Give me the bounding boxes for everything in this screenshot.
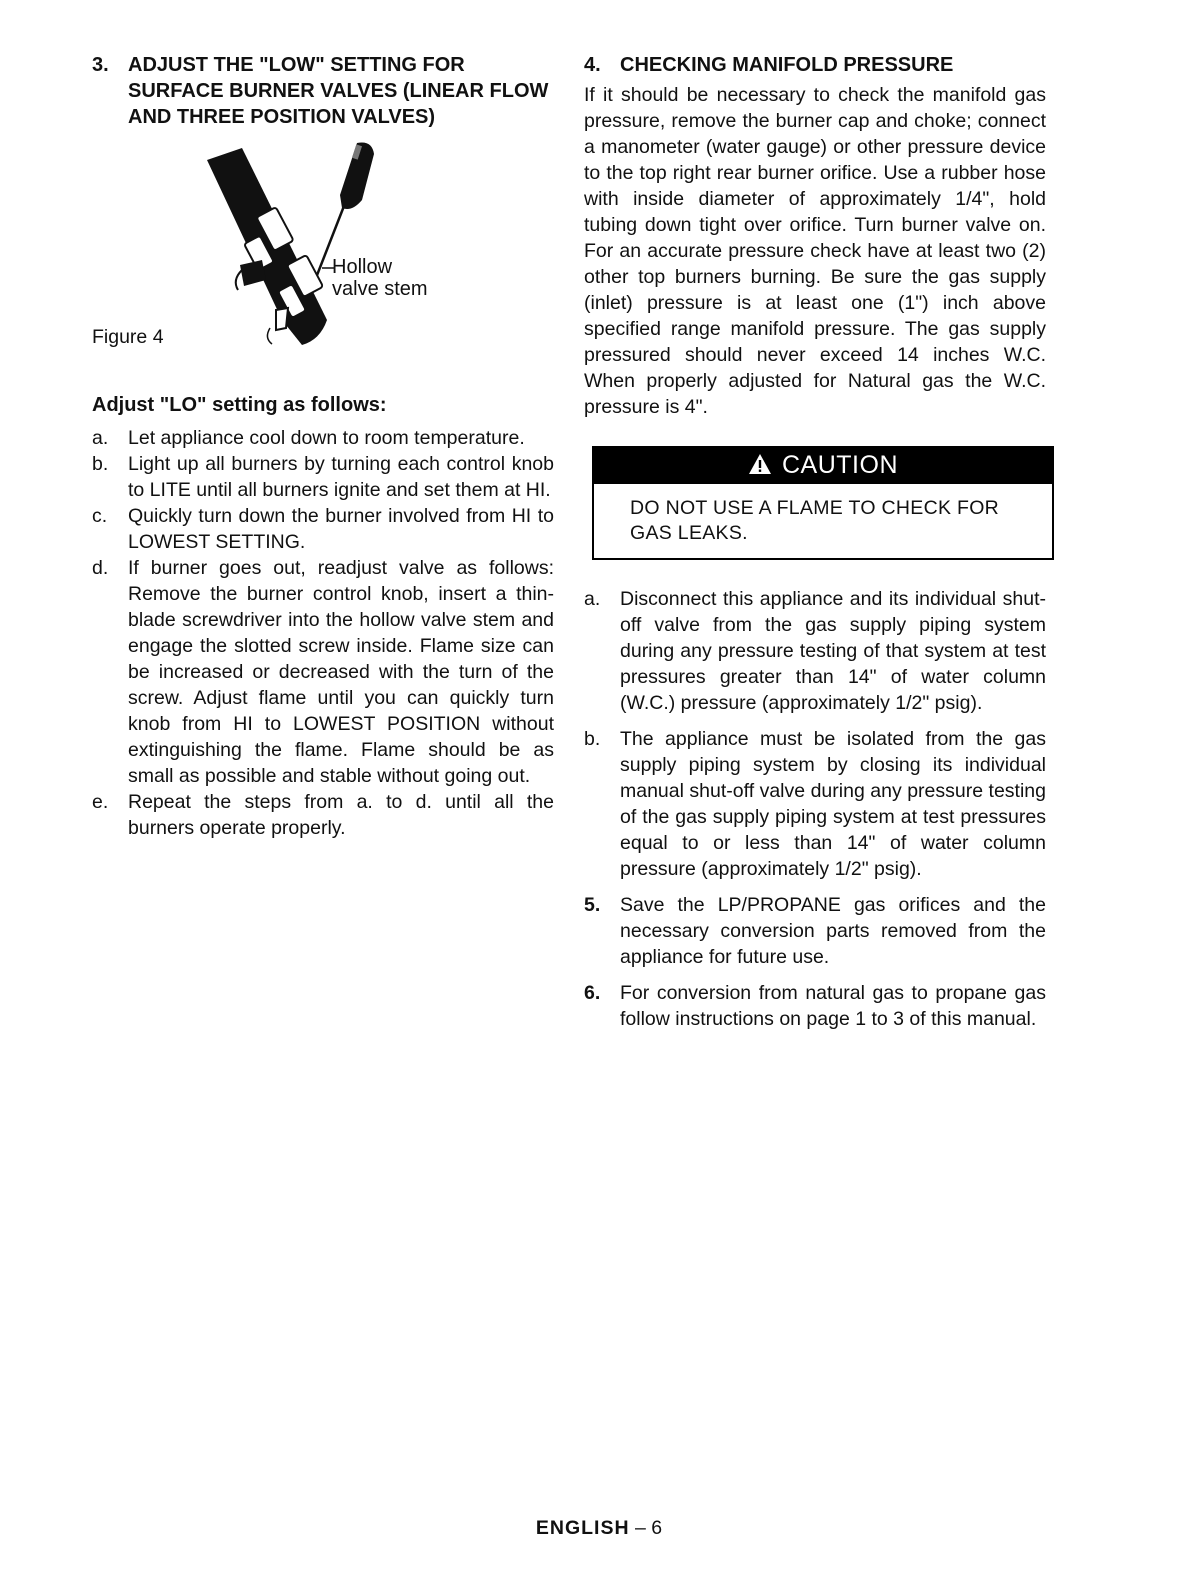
caution-header: [594, 448, 1052, 484]
step-text: Let appliance cool down to room temperature.: [128, 427, 525, 449]
adjust-lo-subheading: Adjust "LO" setting as follows:: [92, 394, 387, 416]
step-marker: b.: [92, 453, 109, 475]
section-6-text: For conversion from natural gas to propane gas follow instructions on page 1 to 3 of this manual.: [620, 982, 1046, 1030]
step-text: The appliance must be isolated from the gas supply piping system by closing its individual manual shut-off valve during any pressure testing of the gas supply piping system at test pressures equal to or less than 14" of water column pressure (approximately 1/2" psig).: [620, 728, 1046, 880]
step-text: Disconnect this appliance and its individual shut-off valve from the gas supply piping system during any pressure testing of that system at test pressures greater than 14" of water column (W.C.) pressure (approximately 1/2" psig).: [620, 588, 1046, 714]
figure-label-hollow: Hollow: [332, 256, 393, 278]
section-3-title: ADJUST THE "LOW" SETTING FOR SURFACE BURNER VALVES (LINEAR FLOW AND THREE POSITION VALVES): [128, 54, 549, 128]
section-6-number: 6.: [584, 982, 601, 1004]
section-3-number: 3.: [92, 54, 109, 76]
section-4-body: If it should be necessary to check the manifold gas pressure, remove the burner cap and choke; connect a manometer (water gauge) or other pressure device to the top right rear burner orifice. Use a rubber hose with inside diameter of approximately 1/4", hold tubing down tight over orifice. Turn burner valve on. For an accurate pressure check have at least two (2) other top burners burning. Be sure the gas supply (inlet) pressure is at least one (1") inch above specified range manifold pressure. The gas supply pressured should never exceed 14 inches W.C. When properly adjusted for Natural gas the W.C. pressure is 4".: [584, 84, 1046, 418]
step-text: Light up all burners by turning each control knob to LITE until all burners ignite and set them at HI.: [128, 453, 554, 501]
section-4-title: CHECKING MANIFOLD PRESSURE: [620, 54, 954, 76]
caution-title: CAUTION: [782, 451, 898, 479]
step-marker: d.: [92, 557, 109, 579]
right-column: [584, 52, 1046, 1042]
list-item: [584, 586, 1046, 716]
warning-triangle-icon: [748, 449, 772, 483]
list-item: [92, 503, 554, 555]
footer-language: ENGLISH: [535, 1517, 630, 1539]
valve-screwdriver-illustration: [202, 140, 442, 370]
footer-separator: –: [634, 1517, 646, 1539]
adjust-lo-steps: [92, 425, 554, 841]
section-5-item: [584, 892, 1046, 970]
caution-text: DO NOT USE A FLAME TO CHECK FOR GAS LEAKS.: [630, 497, 1000, 544]
step-marker: e.: [92, 791, 109, 813]
list-item: [92, 425, 554, 451]
pressure-test-steps: [584, 586, 1046, 1032]
list-item: [92, 789, 554, 841]
step-marker: c.: [92, 505, 108, 527]
section-5-number: 5.: [584, 894, 601, 916]
step-text: If burner goes out, readjust valve as follows: Remove the burner control knob, insert a thin-blade screwdriver into the hollow valve stem and engage the slotted screw inside. Flame size can be increased or decreased with the turn of the screw. Adjust flame until you can quickly turn knob from HI to LOWEST POSITION without extinguishing the flame. Flame should be as small as possible and stable without going out.: [128, 557, 554, 787]
page-footer: [0, 1517, 1198, 1540]
figure-label-valve-stem: valve stem: [332, 278, 428, 300]
figure-caption: Figure 4: [92, 326, 164, 348]
list-item: [584, 726, 1046, 882]
section-4-number: 4.: [584, 54, 601, 76]
list-item: [92, 555, 554, 789]
figure-4: [92, 140, 554, 370]
step-marker: a.: [92, 427, 109, 449]
left-column: [92, 52, 554, 841]
caution-box: [592, 446, 1054, 560]
list-item: [92, 451, 554, 503]
step-text: Quickly turn down the burner involved from HI to LOWEST SETTING.: [128, 505, 554, 553]
section-5-text: Save the LP/PROPANE gas orifices and the necessary conversion parts removed from the appliance for future use.: [620, 894, 1046, 968]
step-text: Repeat the steps from a. to d. until all the burners operate properly.: [128, 791, 554, 839]
footer-page-number: 6: [651, 1517, 663, 1539]
step-marker: a.: [584, 588, 601, 610]
section-4-heading: [584, 52, 1046, 78]
step-marker: b.: [584, 728, 601, 750]
section-3-heading: [92, 52, 554, 130]
section-6-item: [584, 980, 1046, 1032]
